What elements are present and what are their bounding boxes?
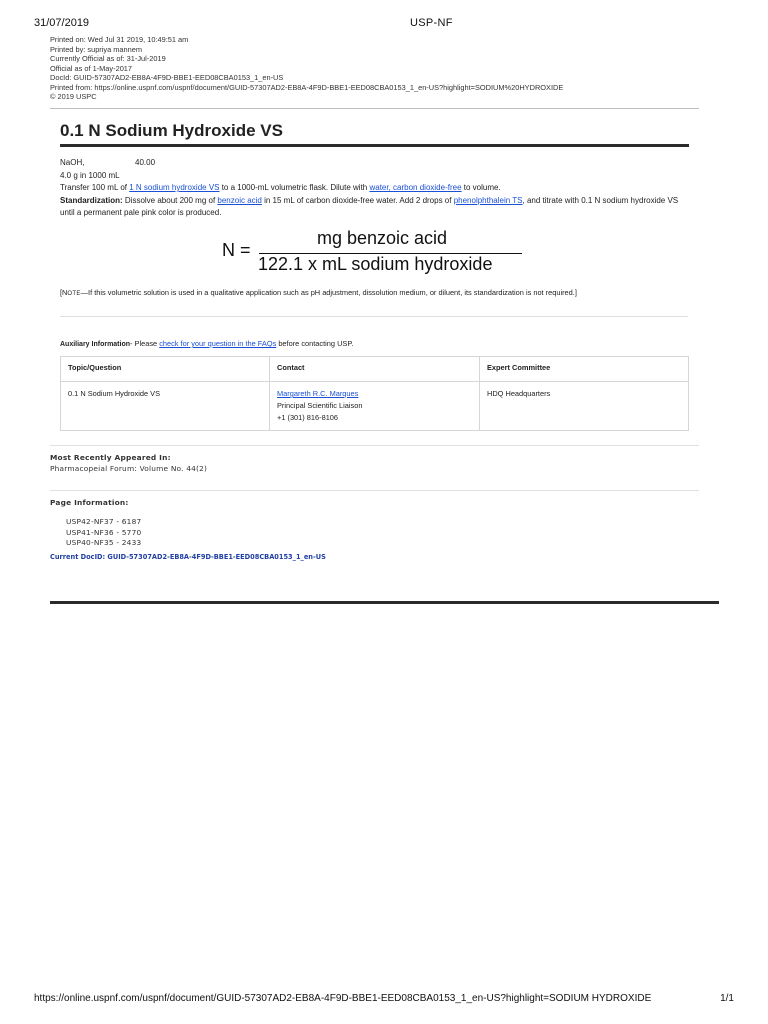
copyright: © 2019 USPC [50, 92, 97, 101]
print-title: USP-NF [410, 17, 453, 29]
table-row [61, 382, 689, 431]
recent-label: Most Recently Appeared In: [50, 453, 171, 462]
auxiliary-text-post: before contacting USP. [276, 339, 354, 348]
page-info-line: USP42-NF37 - 6187 [66, 517, 142, 526]
concentration: 4.0 g in 1000 mL [60, 170, 120, 180]
print-date: 31/07/2019 [34, 17, 90, 29]
link-benzoic-acid[interactable]: benzoic acid [217, 195, 262, 205]
standardization-paragraph [60, 195, 680, 220]
standardization-text-post: , and titrate with 0.1 N sodium hydroxide VS until a permanent pale pink color is produced. [60, 195, 679, 217]
cell-committee: HDQ Headquarters [480, 382, 689, 431]
auxiliary-label: Auxiliary Information [60, 341, 131, 348]
faq-link[interactable]: check for your question in the FAQs [159, 339, 277, 348]
transfer-instruction [60, 182, 680, 195]
page-info-line: USP40-NF35 - 2433 [66, 538, 142, 547]
standardization-text-pre: Dissolve about 200 mg of [122, 195, 218, 205]
transfer-text-pre: Transfer 100 mL of [60, 183, 130, 192]
standardization-label: Standardization: [60, 195, 123, 205]
normality-equation [222, 226, 532, 278]
link-water-co2-free[interactable]: water, carbon dioxide-free [369, 183, 462, 192]
note-open: [N [60, 288, 68, 297]
header-contact: Contact [270, 357, 480, 382]
section-divider [60, 316, 688, 317]
printed-on: Printed on: Wed Jul 31 2019, 10:49:51 am [50, 35, 189, 44]
currently-official: Currently Official as of: 31-Jul-2019 [50, 54, 166, 63]
page-info-label: Page Information: [50, 498, 129, 507]
equation-lhs: N = [222, 240, 251, 260]
cell-topic: 0.1 N Sodium Hydroxide VS [61, 382, 270, 431]
printed-by: Printed by: supriya mannem [50, 44, 143, 54]
note-smallcaps: OTE [67, 291, 81, 297]
equation-numerator: mg benzoic acid [317, 228, 448, 248]
section-divider [50, 445, 699, 446]
print-footer-url: https://online.uspnf.com/uspnf/document/GUID-57307AD2-EB8A-4F9D-BBE1-EED08CBA0153_1_en-US?highlight=SODIUM HYDROXIDE [34, 993, 652, 1004]
printed-from: Printed from: https://online.uspnf.com/uspnf/document/GUID-57307AD2-EB8A-4F9D-BBE1-EED08CBA0153_1_en-US?highlight=SODIUM%20HYDROXIDE [50, 82, 564, 92]
page-bottom-rule [50, 601, 719, 604]
contact-name-link[interactable]: Margareth R.C. Marques [277, 389, 359, 398]
page-info-list [66, 517, 141, 549]
note [60, 288, 690, 297]
note-text: —If this volumetric solution is used in a qualitative application such as pH adjustment, dissolution medium, or diluent, its standardization is not required.] [80, 288, 577, 297]
docid: DocId: GUID-57307AD2-EB8A-4F9D-BBE1-EED08CBA0153_1_en-US [50, 73, 284, 82]
recent-value: Pharmacopeial Forum: Volume No. 44(2) [50, 464, 208, 473]
page-number: 1/1 [720, 993, 734, 1004]
table-header-row [61, 357, 689, 382]
equation-denominator: 122.1 x mL sodium hydroxide [258, 254, 493, 274]
page-info-line: USP41-NF36 - 5770 [66, 527, 142, 537]
auxiliary-text-pre: - Please [130, 339, 160, 348]
monograph-body [60, 157, 680, 220]
official-as-of: Official as of 1-May-2017 [50, 63, 133, 73]
standardization-text-mid: in 15 mL of carbon dioxide-free water. Add 2 drops of [261, 195, 454, 205]
section-divider [50, 490, 699, 491]
cell-contact [270, 382, 480, 431]
link-phenolphthalein-ts[interactable]: phenolphthalein TS [453, 195, 523, 205]
formula-row [60, 157, 680, 170]
chemical-formula: NaOH, [60, 158, 85, 167]
molecular-weight: 40.00 [135, 158, 156, 167]
current-docid: Current DocID: GUID-57307AD2-EB8A-4F9D-BBE1-EED08CBA0153_1_en-US [50, 553, 326, 561]
auxiliary-information [60, 339, 690, 348]
header-topic: Topic/Question [61, 357, 270, 382]
contact-table [60, 356, 689, 431]
title-rule [60, 144, 689, 147]
page-title: 0.1 N Sodium Hydroxide VS [60, 121, 283, 140]
transfer-text-post: to volume. [461, 183, 501, 192]
contact-phone: +1 (301) 816-8106 [277, 413, 339, 422]
meta-divider [50, 108, 699, 109]
print-metadata [50, 35, 700, 102]
header-committee: Expert Committee [480, 357, 689, 382]
contact-title: Principal Scientific Liaison [277, 401, 363, 410]
link-1n-sodium-hydroxide[interactable]: 1 N sodium hydroxide VS [129, 183, 220, 192]
transfer-text-mid: to a 1000-mL volumetric flask. Dilute with [219, 183, 370, 192]
